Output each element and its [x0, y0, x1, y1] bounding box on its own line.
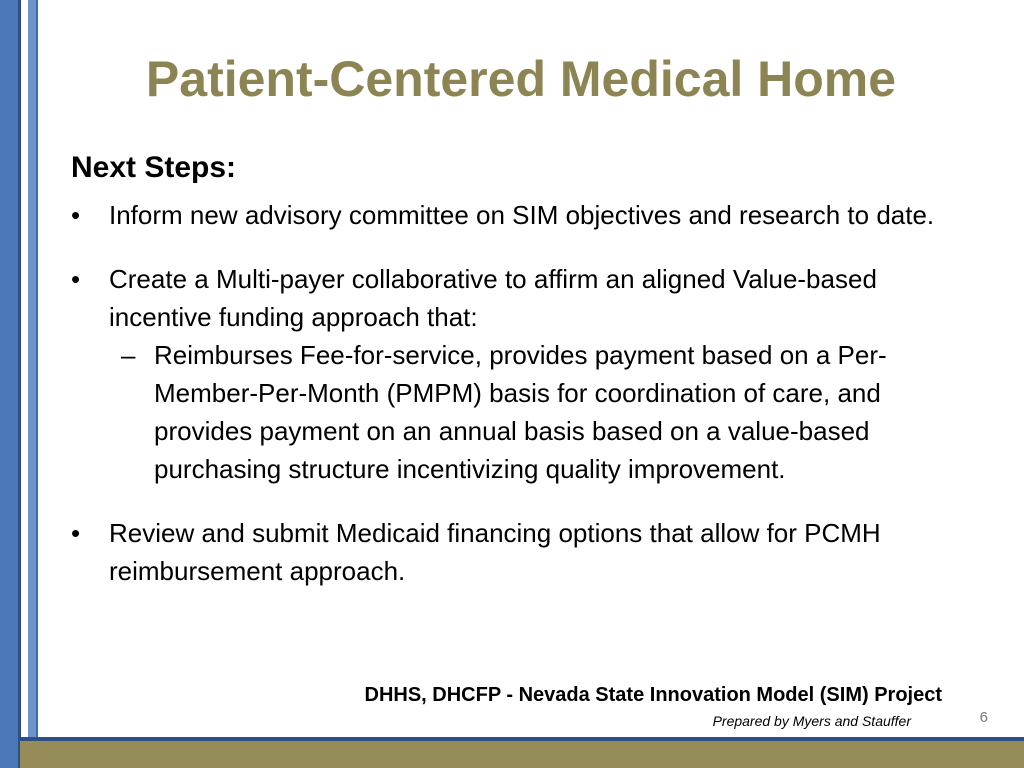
left-decorative-bar-inner-edge [36, 0, 38, 768]
page-number: 6 [979, 709, 988, 726]
footer-project-title: DHHS, DHCFP - Nevada State Innovation Model (SIM) Project [364, 684, 942, 706]
bullet-dot-icon: • [71, 200, 81, 230]
bullet-text: Inform new advisory committee on SIM objectives and research to date. [109, 200, 935, 230]
section-heading: Next Steps: [71, 151, 237, 184]
footer-prepared-by: Prepared by Myers and Stauffer [712, 713, 911, 729]
bullet-text: Create a Multi-payer collaborative to affirm an aligned Value-based incentive funding approach that: [109, 264, 877, 332]
sub-bullet-text: Reimburses Fee-for-service, provides payment based on a Per-Member-Per-Month (PMPM) basis for coordination of care, and provides payment on an annual basis based on a value-based purchasing structure incentivizing quality improvement. [154, 340, 887, 484]
left-decorative-bar [0, 0, 20, 768]
slide-content [71, 148, 971, 590]
bullet-item [71, 514, 971, 590]
bullet-item [71, 260, 971, 336]
left-decorative-gap [21, 0, 28, 768]
dash-icon: – [121, 340, 136, 370]
bottom-decorative-band [20, 741, 1024, 768]
bullet-item [71, 196, 971, 234]
bullet-dot-icon: • [71, 264, 81, 294]
bullet-text: Review and submit Medicaid financing options that allow for PCMH reimbursement approach. [109, 518, 881, 586]
sub-bullet-item [71, 336, 971, 488]
slide-title: Patient-Centered Medical Home [145, 51, 897, 107]
bullet-dot-icon: • [71, 518, 81, 548]
